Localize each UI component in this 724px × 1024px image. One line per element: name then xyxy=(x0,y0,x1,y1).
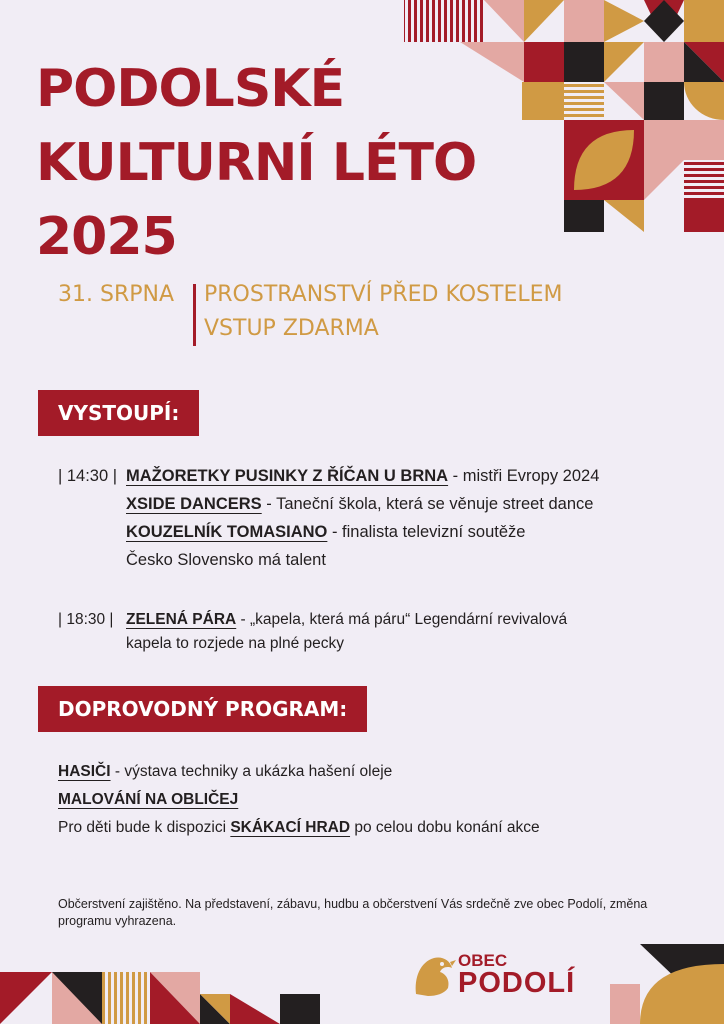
program-item-prefix: Pro děti bude k dispozici xyxy=(58,819,231,836)
act-line xyxy=(126,608,567,632)
program-item-suffix: po celou dobu konání akce xyxy=(350,819,540,836)
geometric-pattern-bottom xyxy=(0,944,724,1024)
act-name: XSIDE DANCERS xyxy=(126,495,262,513)
title-line-1: PODOLSKÉ xyxy=(36,59,345,119)
divider xyxy=(193,284,196,346)
act-line xyxy=(126,518,599,546)
slot-acts xyxy=(126,462,599,574)
act-desc-cont: Česko Slovensko má talent xyxy=(126,551,326,569)
logo-text-bottom: PODOLÍ xyxy=(458,967,576,999)
footer-note: Občerstvení zajištěno. Na představení, zábavu, hudbu a občerstvení Vás srdečně zve obec Podolí, změna programu vyhrazena. xyxy=(58,897,648,928)
act-desc: - mistři Evropy 2024 xyxy=(448,467,600,485)
program-item xyxy=(58,814,718,842)
act-name: MAŽORETKY PUSINKY Z ŘÍČAN U BRNA xyxy=(126,467,449,485)
bird-icon xyxy=(412,948,456,998)
performers-heading: VYSTOUPÍ: xyxy=(38,390,199,436)
logo-text-top: OBEC xyxy=(458,951,508,970)
title-line-2: KULTURNÍ LÉTO xyxy=(36,133,477,193)
event-entry: VSTUP ZDARMA xyxy=(204,316,379,341)
act-line xyxy=(126,462,599,490)
title-line-3: 2025 xyxy=(36,207,177,267)
program-heading: DOPROVODNÝ PROGRAM: xyxy=(38,686,367,732)
slot-time: | 18:30 | xyxy=(58,611,114,628)
slot-acts xyxy=(126,608,567,656)
event-title xyxy=(36,52,476,274)
program-item-name: MALOVÁNÍ NA OBLIČEJ xyxy=(58,791,239,808)
obec-podoli-logo xyxy=(412,948,576,1003)
event-date: 31. SRPNA xyxy=(58,282,175,307)
program-item xyxy=(58,786,718,814)
slot-time: | 14:30 | xyxy=(58,467,118,485)
program-item-name: HASIČI xyxy=(58,763,111,780)
act-name: ZELENÁ PÁRA xyxy=(126,611,237,628)
event-venue: PROSTRANSTVÍ PŘED KOSTELEM xyxy=(204,282,563,307)
act-name: KOUZELNÍK TOMASIANO xyxy=(126,523,328,541)
act-line xyxy=(126,490,599,518)
program-item-desc: - výstava techniky a ukázka hašení oleje xyxy=(110,763,393,780)
program-list xyxy=(58,758,718,842)
act-desc: - Taneční škola, která se věnuje street dance xyxy=(261,495,594,513)
act-desc: - finalista televizní soutěže xyxy=(327,523,526,541)
act-desc: - „kapela, která má páru“ Legendární revivalová xyxy=(236,611,568,628)
program-item-name: SKÁKACÍ HRAD xyxy=(230,819,351,836)
act-desc-cont: kapela to rozjede na plné pecky xyxy=(126,635,345,652)
program-item xyxy=(58,758,718,786)
